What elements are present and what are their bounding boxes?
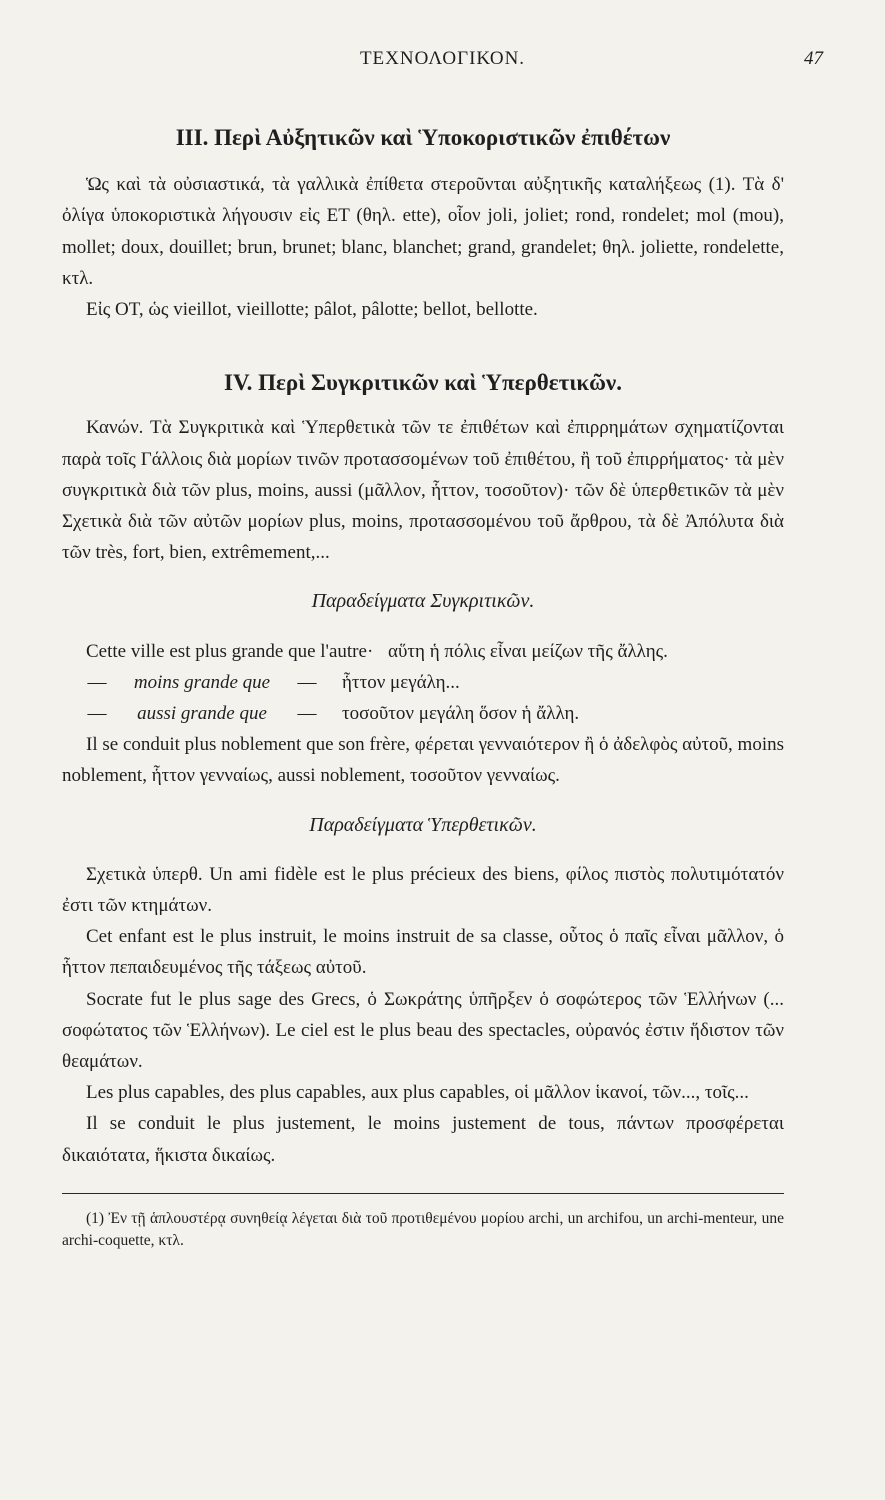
example-phrase: moins grande que [133, 671, 271, 693]
section-3-paragraph-2: Εἰς OT, ὡς vieillot, vieillotte; pâlot, pâlotte; bellot, bellotte. [86, 299, 538, 321]
running-title: ΤΕΧΝΟΛΟΓΙΚΟΝ. [359, 48, 526, 69]
comparative-example-line [62, 636, 784, 667]
section-3-paragraph-1: Ὡς καὶ τὰ οὐσιαστικά, τὰ γαλλικὰ ἐπίθετα στεροῦνται αὐξητικῆς καταλήξεως (1). Τὰ δ' ὀλίγα ὑποκοριστικὰ λήγουσιν εἰς ET (θηλ. ette), οἷον joli, joliet; rond, rondelet; mol (mou), mollet; doux, douillet; brun, brunet; blanc, blanchet; grand, grandelet; θηλ. joliette, rondelette, κτλ. [62, 174, 784, 289]
section-4-heading: IV. Περὶ Συγκριτικῶν καὶ Ὑπερθετικῶν. [224, 370, 622, 396]
example-phrase: aussi grande que [137, 703, 267, 725]
example-translation: τοσοῦτον μεγάλη ὅσον ἡ ἄλλη. [342, 703, 580, 725]
page-number: 47 [804, 48, 823, 69]
ditto-dash: — [297, 703, 317, 725]
superlative-paragraph: Les plus capables, des plus capables, aux plus capables, οἱ μᾶλλον ἱκανοί, τῶν..., τοῖς... [86, 1082, 749, 1104]
section-3-heading: III. Περὶ Αὐξητικῶν καὶ Ὑποκοριστικῶν ἐπιθέτων [175, 125, 671, 150]
page-content [62, 122, 784, 1252]
superlative-paragraph: Cet enfant est le plus instruit, le moins instruit de sa classe, οὗτος ὁ παῖς εἶναι μᾶλλον, ὁ ἧττον πεπαιδευμένος τῆς τάξεως αὐτοῦ. [62, 926, 784, 979]
ditto-dash: — [87, 671, 107, 693]
comparative-example-greek: αὕτη ἡ πόλις εἶναι μείζων τῆς ἄλλης. [388, 640, 668, 662]
comparative-example-row [62, 698, 784, 729]
comparative-adverb-paragraph: Il se conduit plus noblement que son frère, φέρεται γενναιότερον ἢ ὁ ἀδελφὸς αὐτοῦ, moins noblement, ἧττον γενναίως, aussi noblement, τοσοῦτον γενναίως. [62, 734, 784, 787]
superlative-paragraph: Socrate fut le plus sage des Grecs, ὁ Σωκράτης ὑπῆρξεν ὁ σοφώτερος τῶν Ἑλλήνων (... σοφώτατος τῶν Ἑλλήνων). Le ciel est le plus beau des spectacles, οὐρανός ἐστιν ἥδιστον τῶν θεαμάτων. [62, 988, 784, 1073]
running-header [0, 48, 885, 78]
superlatives-title: Παραδείγματα Ὑπερθετικῶν. [309, 813, 537, 836]
comparatives-title: Παραδείγματα Συγκριτικῶν. [311, 590, 535, 613]
comparative-example-row [62, 667, 784, 698]
footnote [62, 1208, 784, 1252]
section-4-rule-paragraph: Κανών. Τὰ Συγκριτικὰ καὶ Ὑπερθετικὰ τῶν τε ἐπιθέτων καὶ ἐπιρρημάτων σχηματίζονται παρὰ τοῖς Γάλλοις διὰ μορίων τινῶν προτασσομένων τοῦ ἐπιθέτου, ἢ τοῦ ἐπιρρήματος· τὰ μὲν συγκριτικὰ διὰ τῶν plus, moins, aussi (μᾶλλον, ἧττον, τοσοῦτον)· τῶν δὲ ὑπερθετικῶν τὰ μὲν Σχετικὰ διὰ τῶν αὐτῶν μορίων plus, moins, προτασσομένου τοῦ ἄρθρου, τὰ δὲ Ἀπόλυτα διὰ τῶν très, fort, bien, extrêmement,... [62, 417, 784, 564]
footnote-divider [62, 1193, 784, 1194]
example-translation: ἧττον μεγάλη... [342, 671, 460, 693]
superlative-paragraph: Il se conduit le plus justement, le moins justement de tous, πάντων προσφέρεται δικαιότατα, ἥκιστα δικαίως. [62, 1113, 784, 1166]
ditto-dash: — [297, 671, 317, 693]
superlative-paragraph: Σχετικὰ ὑπερθ. Un ami fidèle est le plus précieux des biens, φίλος πιστὸς πολυτιμότατόν ἐστι τῶν κτημάτων. [62, 863, 784, 917]
comparative-example-french: Cette ville est plus grande que l'autre· [86, 640, 374, 662]
footnote-text: (1) Ἐν τῇ ἁπλουστέρᾳ συνηθείᾳ λέγεται διὰ τοῦ προτιθεμένου μορίου archi, un archifou, un archi-menteur, une archi-coquette, κτλ. [62, 1209, 784, 1249]
ditto-dash: — [87, 703, 107, 725]
